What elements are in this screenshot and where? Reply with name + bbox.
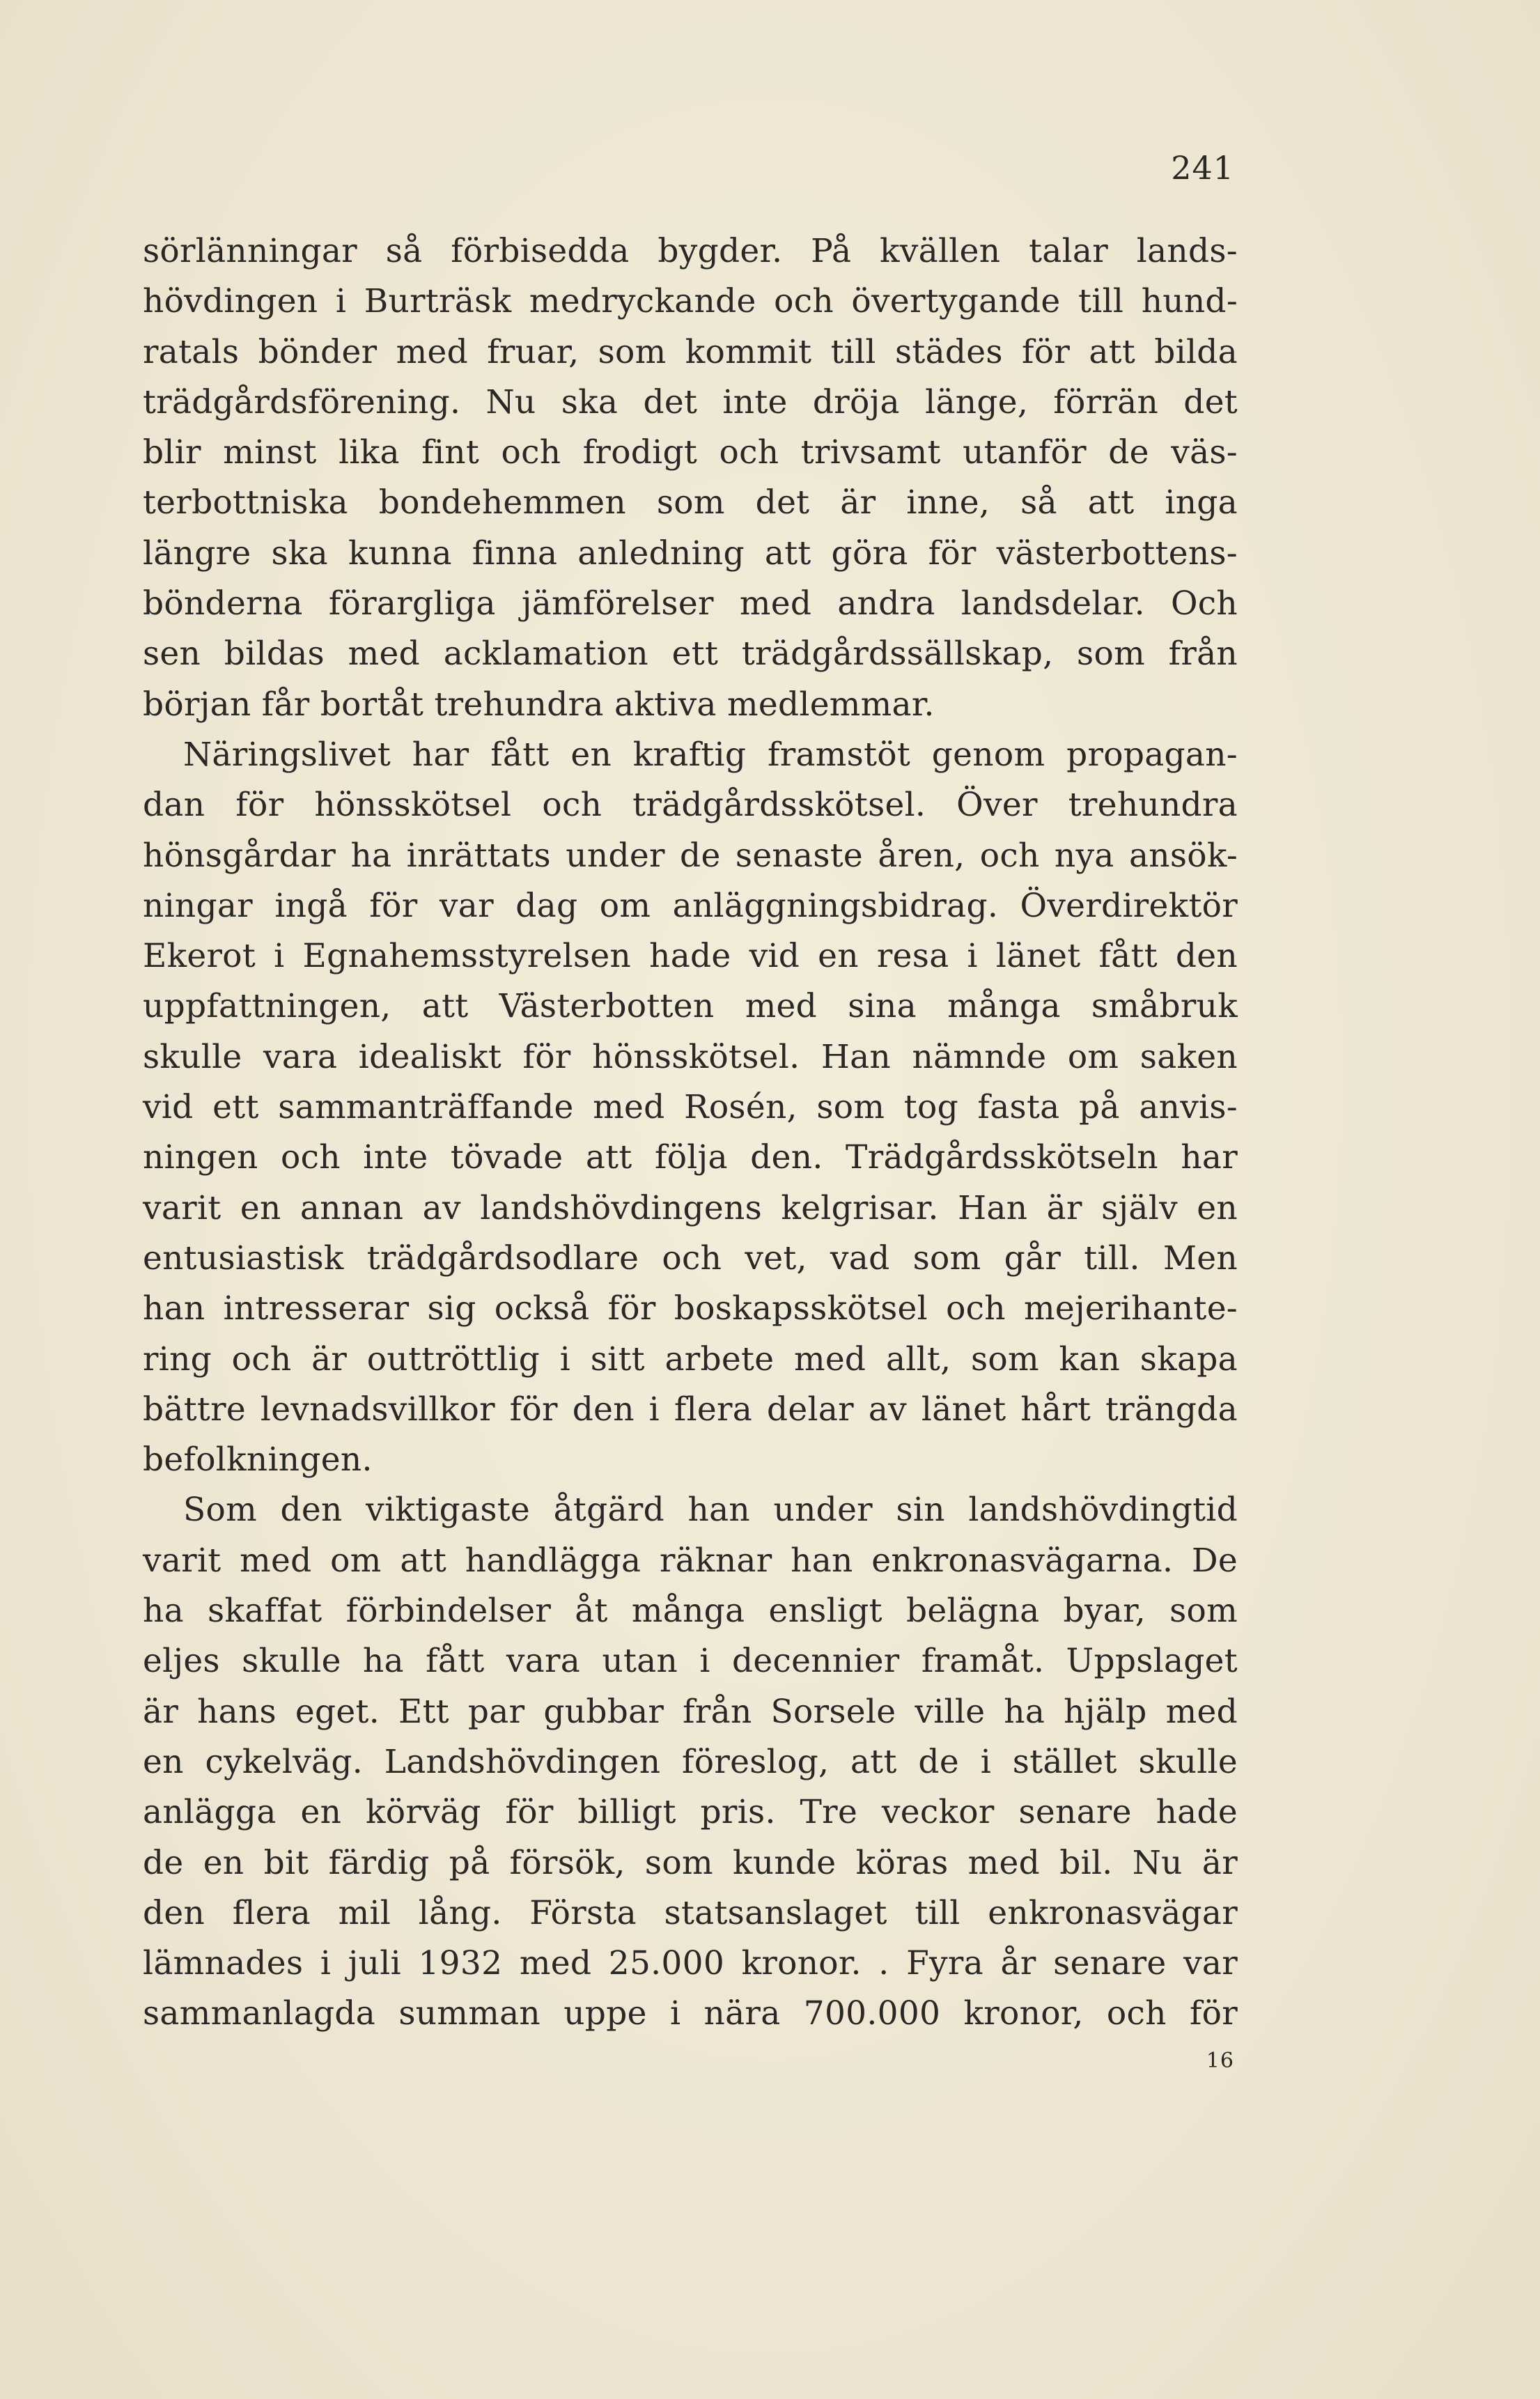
- page-number: 241: [1171, 149, 1234, 187]
- text-line: Ekerot i Egnahemsstyrelsen hade vid en resa i länet fått den: [143, 937, 1238, 976]
- text-line: lämnades i juli 1932 med 25.000 kronor. . Fyra år senare var: [143, 1944, 1238, 1983]
- text-line: är hans eget. Ett par gubbar från Sorsele ville ha hjälp med: [143, 1692, 1238, 1731]
- text-line: dan för hönsskötsel och trädgårdsskötsel. Över trehundra: [143, 786, 1238, 825]
- text-line: sörlänningar så förbisedda bygder. På kvällen talar lands-: [143, 232, 1238, 270]
- body-text: [143, 226, 1238, 2040]
- text-line: ratals bönder med fruar, som kommit till städes för att bilda: [143, 332, 1238, 371]
- text-line: ningar ingå för var dag om anläggningsbidrag. Överdirektör: [143, 886, 1238, 925]
- text-line: hönsgårdar ha inrättats under de senaste åren, och nya ansök-: [143, 836, 1238, 875]
- paragraph: [143, 730, 1238, 1485]
- text-line: han intresserar sig också för boskapsskötsel och mejerihante-: [143, 1289, 1238, 1328]
- text-line: de en bit färdig på försök, som kunde köras med bil. Nu är: [143, 1843, 1238, 1882]
- text-line: en cykelväg. Landshövdingen föreslog, att de i stället skulle: [143, 1742, 1238, 1781]
- text-line: trädgårdsförening. Nu ska det inte dröja länge, förrän det: [143, 382, 1238, 421]
- text-line: sen bildas med acklamation ett trädgårdssällskap, som från: [143, 635, 1238, 674]
- text-line: ha skaffat förbindelser åt många ensligt belägna byar, som: [143, 1592, 1238, 1631]
- text-line: hövdingen i Burträsk medryckande och övertygande till hund-: [143, 282, 1238, 321]
- text-line: eljes skulle ha fått vara utan i decennier framåt. Uppslaget: [143, 1642, 1238, 1681]
- text-line: uppfattningen, att Västerbotten med sina många småbruk: [143, 987, 1238, 1026]
- text-line: ningen och inte tövade att följa den. Trädgårdsskötseln har: [143, 1138, 1238, 1177]
- text-line: ring och är outtröttlig i sitt arbete med allt, som kan skapa: [143, 1340, 1238, 1379]
- text-line: skulle vara idealiskt för hönsskötsel. Han nämnde om saken: [143, 1037, 1238, 1076]
- text-line: början får bortåt trehundra aktiva medlemmar.: [143, 685, 935, 724]
- text-line: varit med om att handlägga räknar han enkronasvägarna. De: [143, 1541, 1238, 1580]
- text-line: den flera mil lång. Första statsanslaget till enkronasvägar: [143, 1893, 1238, 1932]
- text-line: bättre levnadsvillkor för den i flera delar av länet hårt trängda: [143, 1390, 1238, 1429]
- signature-mark: 16: [1206, 2049, 1234, 2073]
- text-line: Som den viktigaste åtgärd han under sin landshövdingtid: [183, 1491, 1238, 1530]
- text-line: terbottniska bondehemmen som det är inne, så att inga: [143, 483, 1238, 522]
- paragraph: [143, 1485, 1238, 2039]
- text-line: Näringslivet har fått en kraftig framstöt genom propagan-: [183, 735, 1238, 774]
- text-line: entusiastisk trädgårdsodlare och vet, vad som går till. Men: [143, 1239, 1238, 1278]
- text-line: befolkningen.: [143, 1441, 373, 1480]
- text-line: varit en annan av landshövdingens kelgrisar. Han är själv en: [143, 1188, 1238, 1227]
- text-line: sammanlagda summan uppe i nära 700.000 kronor, och för: [143, 1994, 1238, 2033]
- text-line: vid ett sammanträffande med Rosén, som tog fasta på anvis-: [143, 1088, 1238, 1127]
- text-line: bönderna förargliga jämförelser med andra landsdelar. Och: [143, 584, 1238, 623]
- paragraph: [143, 226, 1238, 730]
- text-line: längre ska kunna finna anledning att göra för västerbottens-: [143, 534, 1238, 573]
- text-line: blir minst lika fint och frodigt och trivsamt utanför de väs-: [143, 433, 1238, 472]
- text-line: anlägga en körväg för billigt pris. Tre veckor senare hade: [143, 1793, 1238, 1832]
